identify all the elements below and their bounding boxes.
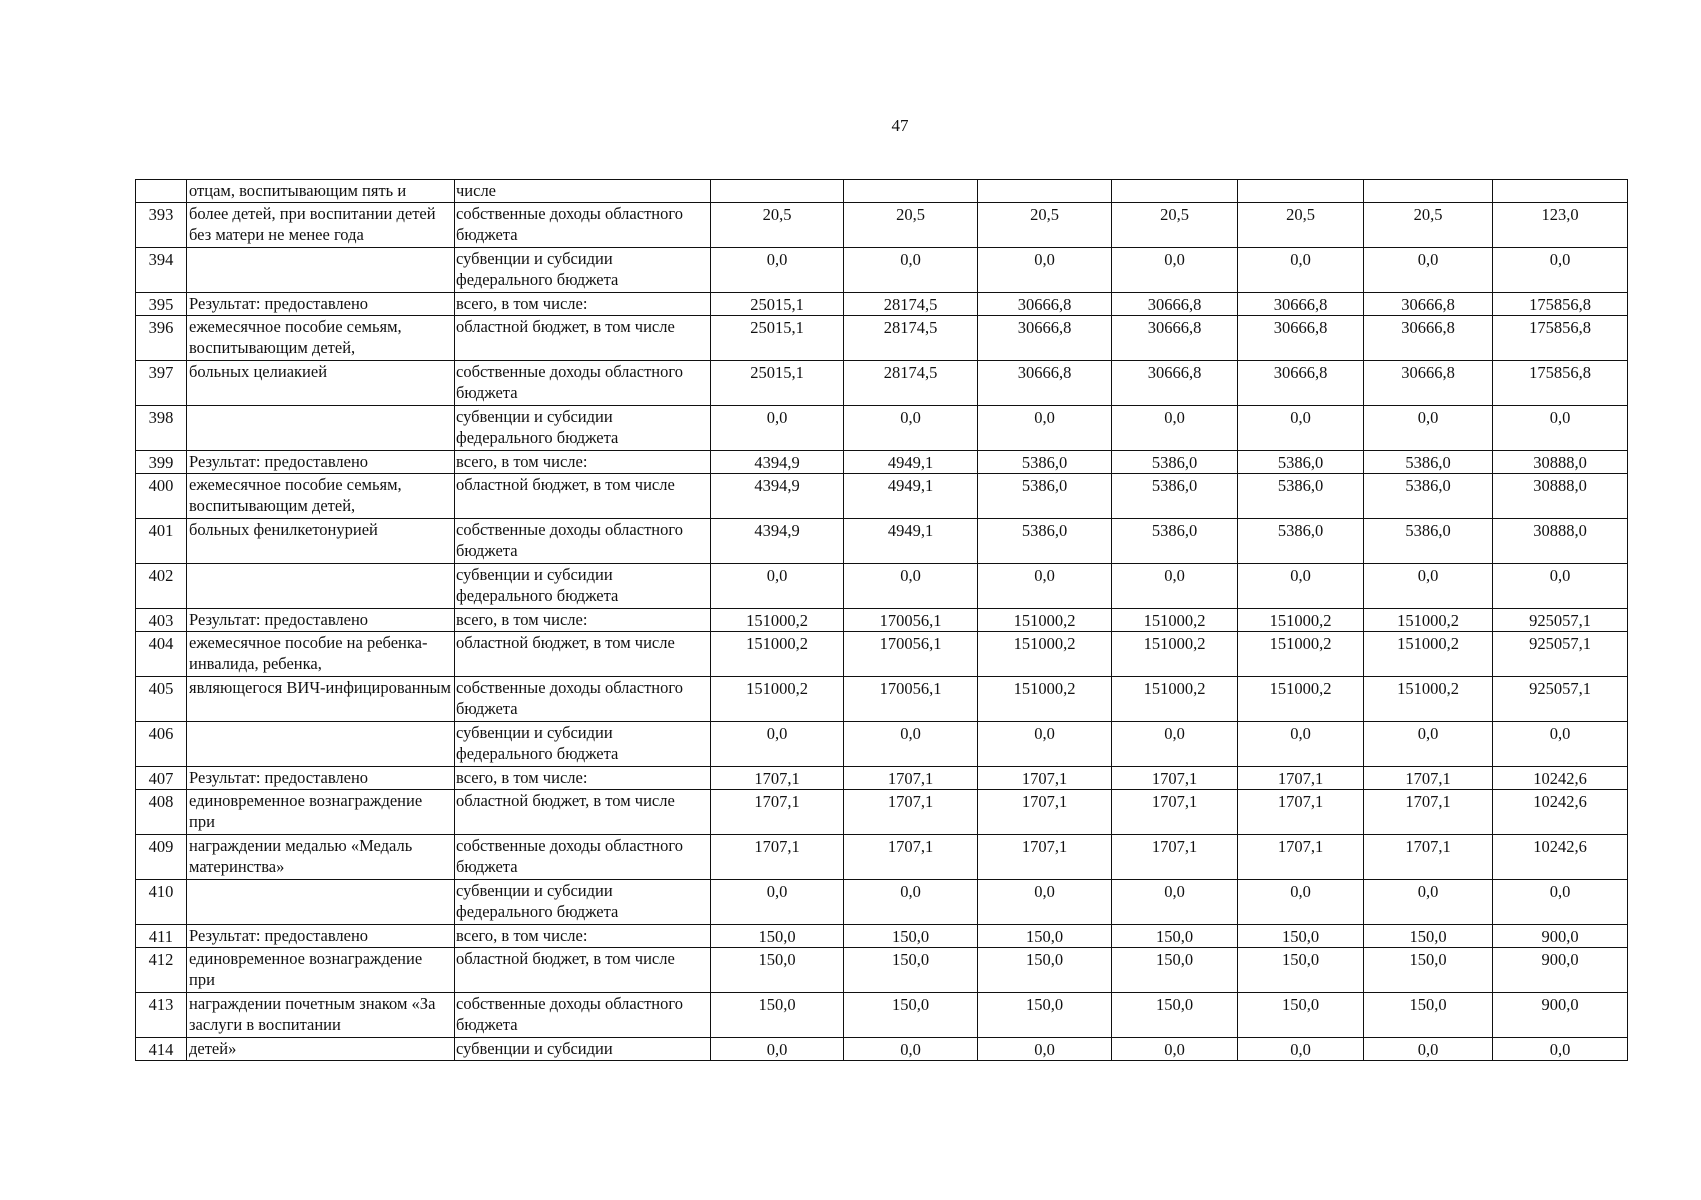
year-value-cell: 0,0 <box>1238 722 1364 767</box>
result-description-cell: ежемесячное пособие семьям, воспитывающим детей, <box>187 316 455 361</box>
year-value-cell: 0,0 <box>844 564 978 609</box>
year-value-cell: 1707,1 <box>844 790 978 835</box>
result-description-cell: единовременное вознаграждение при <box>187 948 455 993</box>
year-value-cell: 1707,1 <box>1238 835 1364 880</box>
year-value-cell: 150,0 <box>711 993 844 1038</box>
table-row <box>136 474 1628 519</box>
year-value-cell: 151000,2 <box>978 632 1112 677</box>
year-value-cell: 30666,8 <box>1112 316 1238 361</box>
year-value-cell: 151000,2 <box>1238 677 1364 722</box>
funding-source-cell: субвенции и субсидии федерального бюджета <box>455 722 711 767</box>
total-value-cell: 0,0 <box>1493 406 1628 451</box>
funding-source-cell: всего, в том числе: <box>455 767 711 790</box>
year-value-cell: 150,0 <box>1112 993 1238 1038</box>
year-value-cell: 1707,1 <box>1364 835 1493 880</box>
result-description-cell: ежемесячное пособие семьям, воспитывающим детей, <box>187 474 455 519</box>
table-row <box>136 180 1628 203</box>
total-value-cell: 900,0 <box>1493 993 1628 1038</box>
row-number-cell: 413 <box>136 993 187 1038</box>
year-value-cell: 151000,2 <box>1364 677 1493 722</box>
table-row <box>136 406 1628 451</box>
year-value-cell: 150,0 <box>978 993 1112 1038</box>
year-value-cell: 150,0 <box>1364 948 1493 993</box>
year-value-cell: 151000,2 <box>1238 609 1364 632</box>
year-value-cell <box>711 180 844 203</box>
year-value-cell: 1707,1 <box>711 767 844 790</box>
year-value-cell: 20,5 <box>711 203 844 248</box>
funding-source-cell: областной бюджет, в том числе <box>455 474 711 519</box>
year-value-cell: 0,0 <box>1238 564 1364 609</box>
year-value-cell: 28174,5 <box>844 361 978 406</box>
table-row <box>136 767 1628 790</box>
year-value-cell: 151000,2 <box>1364 609 1493 632</box>
row-number-cell: 401 <box>136 519 187 564</box>
table-row <box>136 993 1628 1038</box>
year-value-cell: 0,0 <box>711 564 844 609</box>
year-value-cell: 4949,1 <box>844 519 978 564</box>
year-value-cell: 1707,1 <box>1364 790 1493 835</box>
year-value-cell: 0,0 <box>1364 880 1493 925</box>
year-value-cell: 0,0 <box>1112 880 1238 925</box>
year-value-cell <box>1112 180 1238 203</box>
year-value-cell: 30666,8 <box>978 316 1112 361</box>
total-value-cell: 30888,0 <box>1493 451 1628 474</box>
year-value-cell: 151000,2 <box>711 609 844 632</box>
row-number-cell: 398 <box>136 406 187 451</box>
funding-source-cell: собственные доходы областного бюджета <box>455 835 711 880</box>
table-row <box>136 880 1628 925</box>
year-value-cell: 0,0 <box>1364 1038 1493 1061</box>
row-number-cell: 400 <box>136 474 187 519</box>
year-value-cell: 25015,1 <box>711 316 844 361</box>
year-value-cell: 150,0 <box>978 925 1112 948</box>
result-description-cell: ежемесячное пособие на ребенка-инвалида, ребенка, <box>187 632 455 677</box>
total-value-cell: 175856,8 <box>1493 316 1628 361</box>
year-value-cell: 0,0 <box>978 1038 1112 1061</box>
funding-source-cell: всего, в том числе: <box>455 451 711 474</box>
year-value-cell: 5386,0 <box>1112 519 1238 564</box>
year-value-cell: 0,0 <box>978 880 1112 925</box>
result-description-cell <box>187 880 455 925</box>
year-value-cell: 151000,2 <box>1238 632 1364 677</box>
funding-source-cell: субвенции и субсидии федерального бюджета <box>455 248 711 293</box>
year-value-cell: 151000,2 <box>1364 632 1493 677</box>
year-value-cell: 150,0 <box>1238 948 1364 993</box>
row-number-cell: 407 <box>136 767 187 790</box>
year-value-cell: 150,0 <box>844 993 978 1038</box>
year-value-cell: 30666,8 <box>1238 361 1364 406</box>
table-row <box>136 925 1628 948</box>
table-row <box>136 835 1628 880</box>
year-value-cell: 5386,0 <box>1364 519 1493 564</box>
year-value-cell: 150,0 <box>1364 993 1493 1038</box>
year-value-cell: 0,0 <box>1112 406 1238 451</box>
table-row <box>136 609 1628 632</box>
year-value-cell: 0,0 <box>711 1038 844 1061</box>
table-row <box>136 1038 1628 1061</box>
year-value-cell: 151000,2 <box>978 609 1112 632</box>
result-description-cell: больных целиакией <box>187 361 455 406</box>
year-value-cell: 30666,8 <box>1238 293 1364 316</box>
year-value-cell: 30666,8 <box>1112 361 1238 406</box>
funding-source-cell: собственные доходы областного бюджета <box>455 519 711 564</box>
total-value-cell: 0,0 <box>1493 722 1628 767</box>
year-value-cell: 0,0 <box>978 722 1112 767</box>
year-value-cell: 28174,5 <box>844 293 978 316</box>
total-value-cell: 925057,1 <box>1493 609 1628 632</box>
table-body <box>136 180 1628 1061</box>
total-value-cell: 10242,6 <box>1493 767 1628 790</box>
year-value-cell: 30666,8 <box>1364 361 1493 406</box>
year-value-cell <box>844 180 978 203</box>
year-value-cell: 25015,1 <box>711 361 844 406</box>
year-value-cell: 5386,0 <box>1112 451 1238 474</box>
year-value-cell: 0,0 <box>1364 406 1493 451</box>
row-number-cell: 393 <box>136 203 187 248</box>
year-value-cell: 1707,1 <box>978 790 1112 835</box>
total-value-cell: 0,0 <box>1493 1038 1628 1061</box>
row-number-cell: 409 <box>136 835 187 880</box>
year-value-cell: 20,5 <box>1112 203 1238 248</box>
total-value-cell: 925057,1 <box>1493 677 1628 722</box>
year-value-cell: 0,0 <box>1112 564 1238 609</box>
total-value-cell: 900,0 <box>1493 948 1628 993</box>
year-value-cell: 150,0 <box>1112 948 1238 993</box>
result-description-cell: единовременное вознаграждение при <box>187 790 455 835</box>
total-value-cell: 123,0 <box>1493 203 1628 248</box>
year-value-cell: 151000,2 <box>1112 609 1238 632</box>
year-value-cell: 0,0 <box>844 722 978 767</box>
year-value-cell: 5386,0 <box>1238 519 1364 564</box>
year-value-cell: 170056,1 <box>844 677 978 722</box>
year-value-cell: 151000,2 <box>978 677 1112 722</box>
result-description-cell: больных фенилкетонурией <box>187 519 455 564</box>
funding-source-cell: субвенции и субсидии федерального бюджета <box>455 564 711 609</box>
table-row <box>136 248 1628 293</box>
result-description-cell: детей» <box>187 1038 455 1061</box>
result-description-cell: Результат: предоставлено <box>187 451 455 474</box>
funding-source-cell: областной бюджет, в том числе <box>455 316 711 361</box>
funding-source-cell: собственные доходы областного бюджета <box>455 677 711 722</box>
year-value-cell: 1707,1 <box>844 835 978 880</box>
year-value-cell: 5386,0 <box>1112 474 1238 519</box>
year-value-cell: 0,0 <box>978 248 1112 293</box>
year-value-cell: 151000,2 <box>711 632 844 677</box>
row-number-cell: 412 <box>136 948 187 993</box>
year-value-cell <box>1364 180 1493 203</box>
year-value-cell: 0,0 <box>844 880 978 925</box>
year-value-cell: 0,0 <box>978 564 1112 609</box>
year-value-cell: 30666,8 <box>1364 316 1493 361</box>
year-value-cell: 5386,0 <box>1364 474 1493 519</box>
table-row <box>136 293 1628 316</box>
year-value-cell: 1707,1 <box>1112 767 1238 790</box>
total-value-cell: 175856,8 <box>1493 361 1628 406</box>
total-value-cell: 0,0 <box>1493 248 1628 293</box>
table-row <box>136 519 1628 564</box>
funding-source-cell: числе <box>455 180 711 203</box>
total-value-cell: 30888,0 <box>1493 474 1628 519</box>
year-value-cell: 150,0 <box>1238 993 1364 1038</box>
result-description-cell: Результат: предоставлено <box>187 767 455 790</box>
year-value-cell: 1707,1 <box>844 767 978 790</box>
table-row <box>136 790 1628 835</box>
table-row <box>136 677 1628 722</box>
year-value-cell: 0,0 <box>1112 248 1238 293</box>
year-value-cell: 4394,9 <box>711 474 844 519</box>
row-number-cell: 410 <box>136 880 187 925</box>
year-value-cell: 1707,1 <box>978 767 1112 790</box>
funding-source-cell: собственные доходы областного бюджета <box>455 203 711 248</box>
table-row <box>136 451 1628 474</box>
row-number-cell: 397 <box>136 361 187 406</box>
result-description-cell <box>187 248 455 293</box>
year-value-cell: 0,0 <box>1364 722 1493 767</box>
year-value-cell: 1707,1 <box>1238 790 1364 835</box>
year-value-cell: 150,0 <box>711 948 844 993</box>
result-description-cell: более детей, при воспитании детей без матери не менее года <box>187 203 455 248</box>
year-value-cell: 151000,2 <box>711 677 844 722</box>
result-description-cell <box>187 406 455 451</box>
funding-source-cell: собственные доходы областного бюджета <box>455 993 711 1038</box>
row-number-cell: 408 <box>136 790 187 835</box>
year-value-cell: 25015,1 <box>711 293 844 316</box>
table-row <box>136 316 1628 361</box>
year-value-cell: 0,0 <box>844 248 978 293</box>
total-value-cell: 175856,8 <box>1493 293 1628 316</box>
year-value-cell: 30666,8 <box>1238 316 1364 361</box>
year-value-cell: 150,0 <box>844 925 978 948</box>
total-value-cell: 30888,0 <box>1493 519 1628 564</box>
year-value-cell: 150,0 <box>844 948 978 993</box>
year-value-cell: 0,0 <box>711 406 844 451</box>
year-value-cell: 1707,1 <box>1112 790 1238 835</box>
year-value-cell: 20,5 <box>1238 203 1364 248</box>
year-value-cell: 1707,1 <box>711 835 844 880</box>
total-value-cell: 925057,1 <box>1493 632 1628 677</box>
total-value-cell: 10242,6 <box>1493 835 1628 880</box>
table-row <box>136 722 1628 767</box>
funding-source-cell: субвенции и субсидии <box>455 1038 711 1061</box>
funding-source-cell: всего, в том числе: <box>455 609 711 632</box>
total-value-cell: 10242,6 <box>1493 790 1628 835</box>
result-description-cell <box>187 564 455 609</box>
year-value-cell: 0,0 <box>711 880 844 925</box>
page-number: 47 <box>891 116 909 135</box>
result-description-cell: являющегося ВИЧ-инфицированным <box>187 677 455 722</box>
year-value-cell: 30666,8 <box>978 361 1112 406</box>
table-row <box>136 632 1628 677</box>
table-row <box>136 564 1628 609</box>
row-number-cell <box>136 180 187 203</box>
year-value-cell: 170056,1 <box>844 632 978 677</box>
result-description-cell: Результат: предоставлено <box>187 609 455 632</box>
year-value-cell: 1707,1 <box>1112 835 1238 880</box>
year-value-cell: 5386,0 <box>1238 451 1364 474</box>
row-number-cell: 395 <box>136 293 187 316</box>
result-description-cell: награждении медалью «Медаль материнства» <box>187 835 455 880</box>
year-value-cell: 30666,8 <box>1364 293 1493 316</box>
year-value-cell: 0,0 <box>711 722 844 767</box>
year-value-cell: 20,5 <box>978 203 1112 248</box>
year-value-cell: 0,0 <box>1238 248 1364 293</box>
year-value-cell: 4394,9 <box>711 519 844 564</box>
row-number-cell: 406 <box>136 722 187 767</box>
year-value-cell: 151000,2 <box>1112 632 1238 677</box>
funding-source-cell: областной бюджет, в том числе <box>455 632 711 677</box>
year-value-cell: 5386,0 <box>978 519 1112 564</box>
year-value-cell: 150,0 <box>978 948 1112 993</box>
funding-source-cell: субвенции и субсидии федерального бюджета <box>455 406 711 451</box>
year-value-cell: 5386,0 <box>1364 451 1493 474</box>
year-value-cell: 0,0 <box>844 406 978 451</box>
table-row <box>136 361 1628 406</box>
year-value-cell: 0,0 <box>1112 722 1238 767</box>
result-description-cell: награждении почетным знаком «За заслуги в воспитании <box>187 993 455 1038</box>
year-value-cell: 0,0 <box>1112 1038 1238 1061</box>
year-value-cell: 5386,0 <box>978 451 1112 474</box>
year-value-cell: 0,0 <box>1238 406 1364 451</box>
year-value-cell: 1707,1 <box>1238 767 1364 790</box>
year-value-cell: 0,0 <box>978 406 1112 451</box>
row-number-cell: 414 <box>136 1038 187 1061</box>
year-value-cell: 0,0 <box>711 248 844 293</box>
year-value-cell <box>978 180 1112 203</box>
row-number-cell: 404 <box>136 632 187 677</box>
year-value-cell: 28174,5 <box>844 316 978 361</box>
funding-source-cell: всего, в том числе: <box>455 293 711 316</box>
year-value-cell: 150,0 <box>711 925 844 948</box>
year-value-cell: 170056,1 <box>844 609 978 632</box>
funding-source-cell: собственные доходы областного бюджета <box>455 361 711 406</box>
year-value-cell: 150,0 <box>1364 925 1493 948</box>
year-value-cell: 4394,9 <box>711 451 844 474</box>
year-value-cell: 20,5 <box>1364 203 1493 248</box>
year-value-cell: 5386,0 <box>978 474 1112 519</box>
year-value-cell: 1707,1 <box>1364 767 1493 790</box>
table-row <box>136 203 1628 248</box>
year-value-cell <box>1238 180 1364 203</box>
year-value-cell: 150,0 <box>1238 925 1364 948</box>
result-description-cell: Результат: предоставлено <box>187 925 455 948</box>
year-value-cell: 151000,2 <box>1112 677 1238 722</box>
row-number-cell: 399 <box>136 451 187 474</box>
year-value-cell: 20,5 <box>844 203 978 248</box>
row-number-cell: 402 <box>136 564 187 609</box>
result-description-cell: отцам, воспитывающим пять и <box>187 180 455 203</box>
year-value-cell: 5386,0 <box>1238 474 1364 519</box>
funding-source-cell: субвенции и субсидии федерального бюджета <box>455 880 711 925</box>
row-number-cell: 405 <box>136 677 187 722</box>
total-value-cell: 0,0 <box>1493 564 1628 609</box>
funding-source-cell: всего, в том числе: <box>455 925 711 948</box>
result-description-cell: Результат: предоставлено <box>187 293 455 316</box>
funding-source-cell: областной бюджет, в том числе <box>455 790 711 835</box>
year-value-cell: 1707,1 <box>978 835 1112 880</box>
year-value-cell: 4949,1 <box>844 474 978 519</box>
year-value-cell: 0,0 <box>844 1038 978 1061</box>
year-value-cell: 0,0 <box>1238 1038 1364 1061</box>
row-number-cell: 403 <box>136 609 187 632</box>
year-value-cell: 30666,8 <box>978 293 1112 316</box>
total-value-cell: 0,0 <box>1493 880 1628 925</box>
funding-source-cell: областной бюджет, в том числе <box>455 948 711 993</box>
year-value-cell: 0,0 <box>1364 564 1493 609</box>
row-number-cell: 411 <box>136 925 187 948</box>
year-value-cell: 4949,1 <box>844 451 978 474</box>
row-number-cell: 396 <box>136 316 187 361</box>
year-value-cell: 1707,1 <box>711 790 844 835</box>
year-value-cell: 150,0 <box>1112 925 1238 948</box>
year-value-cell: 30666,8 <box>1112 293 1238 316</box>
result-description-cell <box>187 722 455 767</box>
year-value-cell: 0,0 <box>1364 248 1493 293</box>
year-value-cell: 0,0 <box>1238 880 1364 925</box>
total-value-cell: 900,0 <box>1493 925 1628 948</box>
table-row <box>136 948 1628 993</box>
budget-table <box>135 179 1628 1061</box>
total-value-cell <box>1493 180 1628 203</box>
row-number-cell: 394 <box>136 248 187 293</box>
